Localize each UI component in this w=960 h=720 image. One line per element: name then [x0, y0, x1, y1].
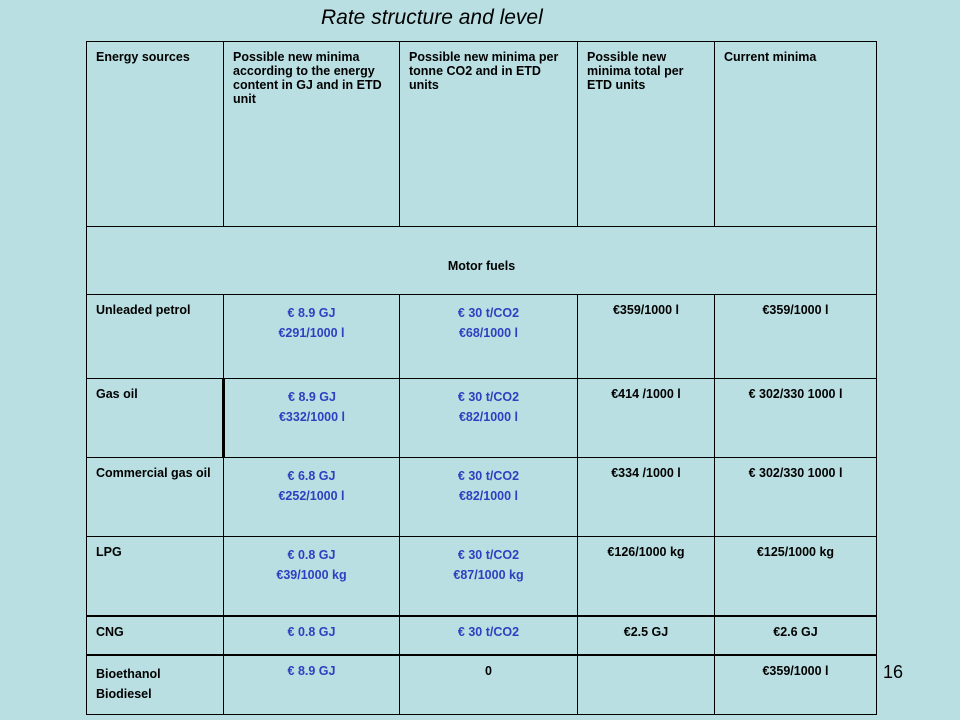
table-row	[87, 655, 877, 715]
current-cell: €125/1000 kg	[715, 537, 877, 617]
total-cell: €414 /1000 l	[578, 379, 715, 458]
source-cell: Unleaded petrol	[87, 295, 224, 379]
header-total: Possible new minima total per ETD units	[578, 42, 715, 227]
table-row	[87, 616, 877, 655]
source-cell: Bioethanol Biodiesel	[87, 655, 224, 715]
current-cell: €359/1000 l	[715, 295, 877, 379]
current-cell: € 302/330 1000 l	[715, 458, 877, 537]
section-row	[87, 227, 877, 295]
energy-cell: € 8.9 GJ €291/1000 l	[224, 295, 400, 379]
total-cell: €334 /1000 l	[578, 458, 715, 537]
energy-cell: € 8.9 GJ €332/1000 l	[224, 379, 400, 458]
slide-title: Rate structure and level	[321, 6, 543, 29]
header-energy-content: Possible new minima according to the energy content in GJ and in ETD unit	[224, 42, 400, 227]
header-row	[87, 42, 877, 227]
header-current: Current minima	[715, 42, 877, 227]
page-number: 16	[883, 662, 904, 682]
co2-cell: € 30 t/CO2 €82/1000 l	[400, 379, 578, 458]
co2-cell: € 30 t/CO2 €82/1000 l	[400, 458, 578, 537]
source-cell: LPG	[87, 537, 224, 617]
section-motor-fuels: Motor fuels	[87, 227, 877, 295]
table-row	[87, 537, 877, 617]
header-energy-sources: Energy sources	[87, 42, 224, 227]
table-row	[87, 458, 877, 537]
co2-cell: € 30 t/CO2 €87/1000 kg	[400, 537, 578, 617]
energy-cell: € 6.8 GJ €252/1000 l	[224, 458, 400, 537]
total-cell: €359/1000 l	[578, 295, 715, 379]
table-row	[87, 295, 877, 379]
total-cell	[578, 655, 715, 715]
source-cell: Gas oil	[87, 379, 224, 458]
header-co2: Possible new minima per tonne CO2 and in ETD units	[400, 42, 578, 227]
energy-cell: € 0.8 GJ	[224, 616, 400, 655]
co2-cell: 0	[400, 655, 578, 715]
co2-cell: € 30 t/CO2	[400, 616, 578, 655]
co2-cell: € 30 t/CO2 €68/1000 l	[400, 295, 578, 379]
source-cell: Commercial gas oil	[87, 458, 224, 537]
current-cell: € 302/330 1000 l	[715, 379, 877, 458]
energy-cell: € 8.9 GJ	[224, 655, 400, 715]
energy-cell: € 0.8 GJ €39/1000 kg	[224, 537, 400, 617]
source-cell: CNG	[87, 616, 224, 655]
total-cell: €126/1000 kg	[578, 537, 715, 617]
current-cell: €2.6 GJ	[715, 616, 877, 655]
total-cell: €2.5 GJ	[578, 616, 715, 655]
table-row	[87, 379, 877, 458]
rate-table	[86, 41, 877, 715]
current-cell: €359/1000 l	[715, 655, 877, 715]
